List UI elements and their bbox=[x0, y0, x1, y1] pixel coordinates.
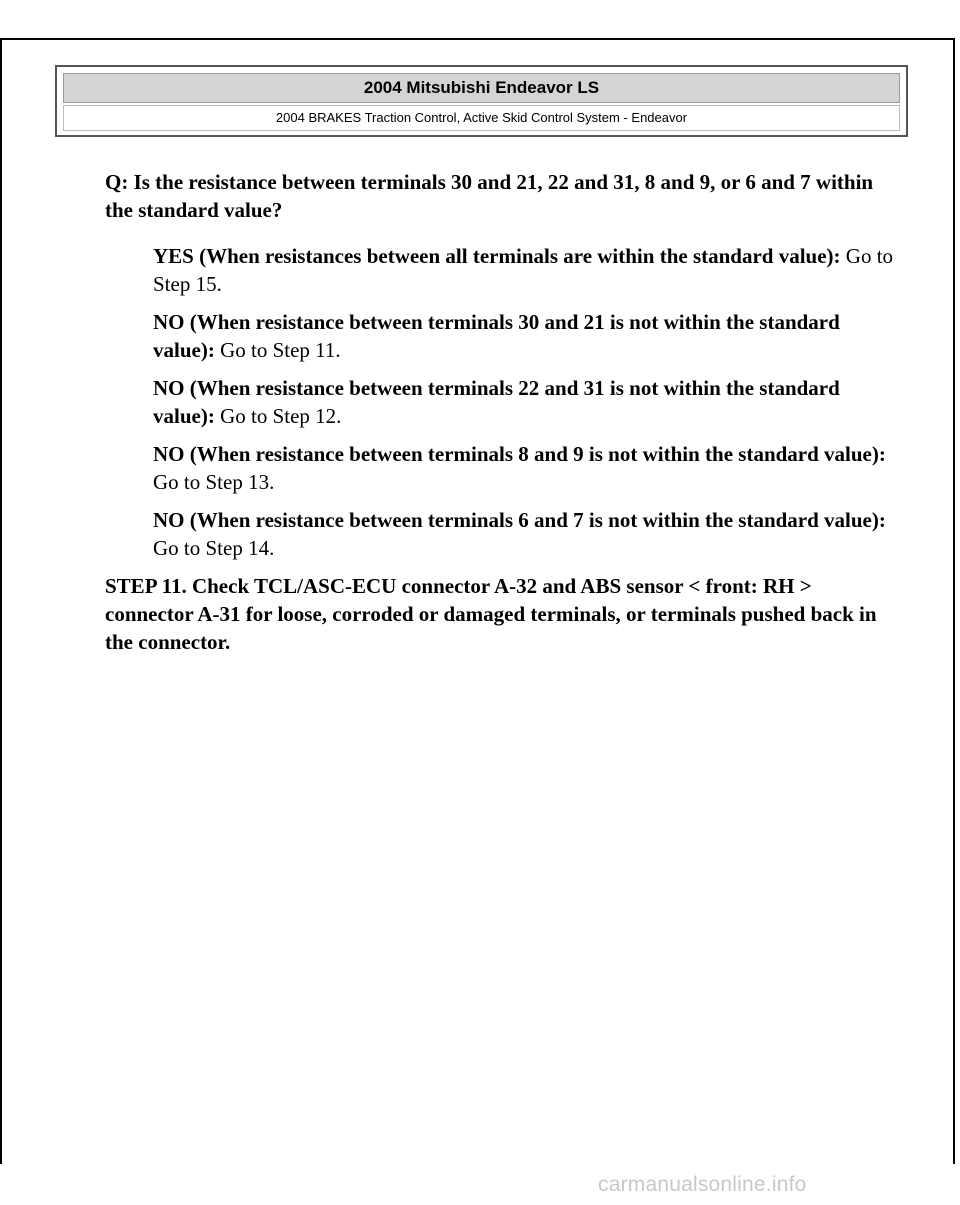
answer-list bbox=[153, 242, 905, 562]
header-title: 2004 Mitsubishi Endeavor LS bbox=[63, 73, 900, 103]
document-body bbox=[105, 168, 905, 656]
answer-condition: YES (When resistances between all terminals are within the standard value): bbox=[153, 244, 841, 268]
answer-item bbox=[153, 440, 905, 496]
answer-condition: NO (When resistance between terminals 6 and 7 is not within the standard value): bbox=[153, 508, 886, 532]
answer-item bbox=[153, 506, 905, 562]
answer-action: Go to Step 13. bbox=[153, 470, 275, 494]
answer-action: Go to Step 14. bbox=[153, 536, 275, 560]
answer-condition: NO (When resistance between terminals 30 and 21 is not within the standard value): bbox=[153, 310, 840, 362]
answer-condition: NO (When resistance between terminals 22 and 31 is not within the standard value): bbox=[153, 376, 840, 428]
watermark-text: carmanualsonline.info bbox=[598, 1173, 807, 1196]
answer-action: Go to Step 12. bbox=[220, 404, 342, 428]
answer-action: Go to Step 11. bbox=[220, 338, 341, 362]
answer-item bbox=[153, 308, 905, 364]
question-text: Q: Is the resistance between terminals 30 and 21, 22 and 31, 8 and 9, or 6 and 7 within the standard value? bbox=[105, 170, 874, 222]
document-header bbox=[55, 65, 908, 137]
answer-condition: NO (When resistance between terminals 8 and 9 is not within the standard value): bbox=[153, 442, 886, 466]
answer-item bbox=[153, 242, 905, 298]
header-subtitle: 2004 BRAKES Traction Control, Active Skid Control System - Endeavor bbox=[63, 105, 900, 131]
step-instruction: STEP 11. Check TCL/ASC-ECU connector A-32 and ABS sensor < front: RH > connector A-31 for loose, corroded or damaged terminals, or terminals pushed back in the connector. bbox=[105, 574, 877, 654]
answer-action: Go to Step 15. bbox=[153, 244, 894, 296]
answer-item bbox=[153, 374, 905, 430]
